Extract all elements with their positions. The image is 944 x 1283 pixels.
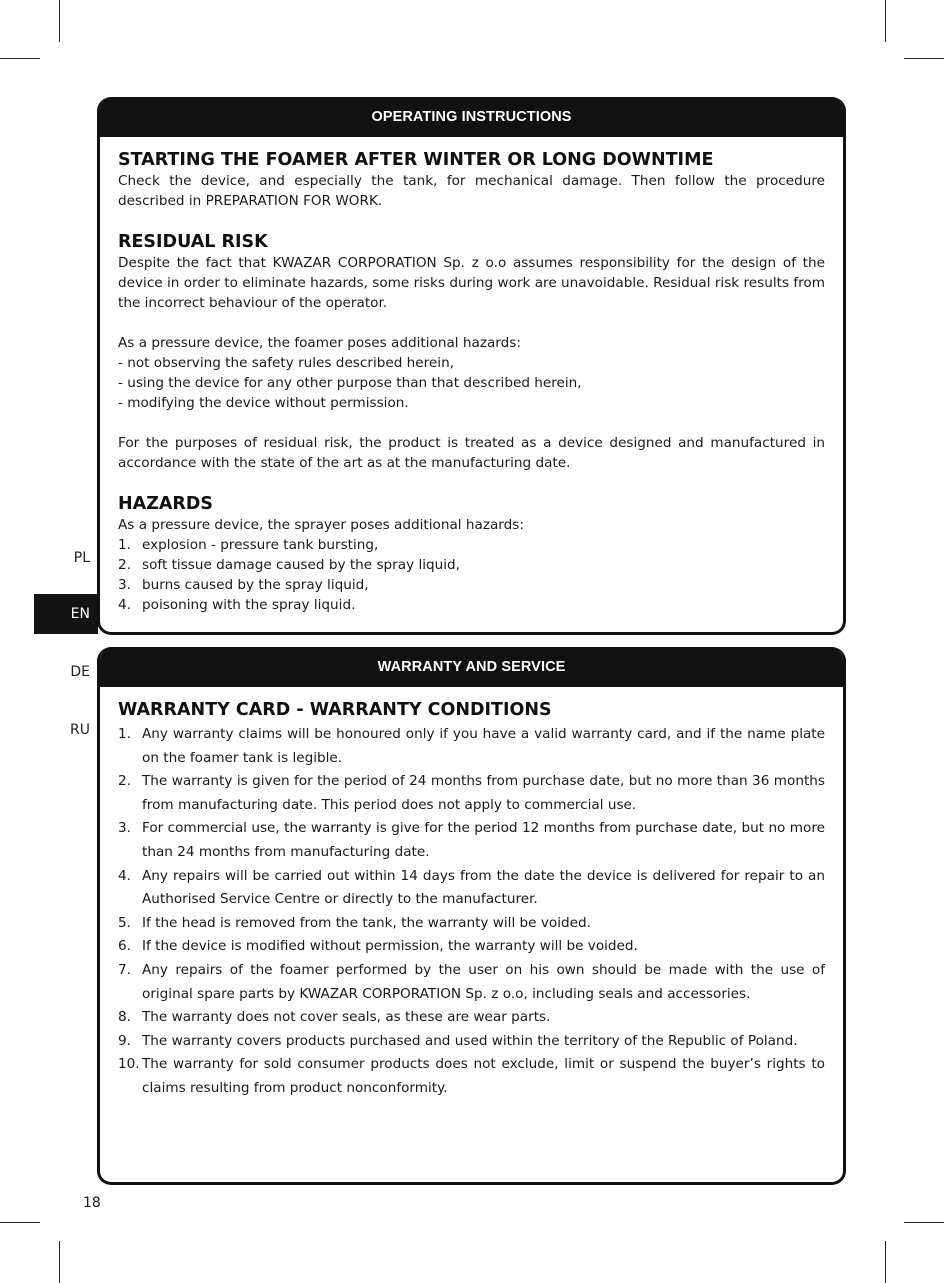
list-item: 10. The warranty for sold consumer products does not exclude, limit or suspend the buyer’s rights to claims resulting from product nonconformity. — [118, 1056, 825, 1096]
hazards-heading: HAZARDS — [118, 494, 214, 514]
pressure-intro: As a pressure device, the foamer poses additional hazards: — [118, 335, 521, 351]
residual-risk-text: Despite the fact that KWAZAR CORPORATION Sp. z o.o assumes responsibility for the design of the device in order to eliminate hazards, some risks during work are unavoidable. Residual risk results from the incorrect behaviour of the operator. — [118, 255, 825, 311]
list-item: 8. The warranty does not cover seals, as these are wear parts. — [118, 1009, 551, 1026]
crop-mark — [59, 0, 60, 42]
tab-en[interactable]: EN — [34, 594, 98, 634]
list-item: 5. If the head is removed from the tank, the warranty will be voided. — [118, 914, 591, 931]
residual-risk-heading: RESIDUAL RISK — [118, 232, 268, 252]
list-item: 1. Any warranty claims will be honoured only if you have a valid warranty card, and if the name plate on the foamer tank is legible. — [118, 726, 825, 766]
list-item: 4. Any repairs will be carried out within 14 days from the date the device is delivered for repair to an Authorised Service Centre or directly to the manufacturer. — [118, 867, 825, 908]
list-item: 1. explosion - pressure tank bursting, — [118, 537, 379, 553]
starting-heading: STARTING THE FOAMER AFTER WINTER OR LONG DOWNTIME — [118, 150, 714, 170]
warranty-header: WARRANTY AND SERVICE — [100, 647, 843, 687]
crop-mark — [904, 58, 944, 59]
warranty-heading: WARRANTY CARD - WARRANTY CONDITIONS — [118, 700, 552, 720]
crop-mark — [0, 1222, 40, 1223]
pressure-item: - not observing the safety rules described herein, — [118, 355, 455, 371]
crop-mark — [0, 58, 40, 59]
warranty-panel — [97, 647, 846, 1185]
hazards-intro: As a pressure device, the sprayer poses additional hazards: — [118, 517, 524, 533]
purposes-text: For the purposes of residual risk, the product is treated as a device designed and manufactured in accordance with the state of the art as at the manufacturing date. — [118, 435, 825, 471]
pressure-item: - modifying the device without permission. — [118, 395, 409, 411]
list-item: 4. poisoning with the spray liquid. — [118, 597, 356, 613]
operating-instructions-body — [100, 137, 843, 615]
operating-instructions-panel — [97, 97, 846, 635]
tab-ru[interactable]: RU — [70, 722, 90, 738]
list-item: 7. Any repairs of the foamer performed by the user on his own should be made with the use of original spare parts by KWAZAR CORPORATION Sp. z o.o, including seals and accessories. — [118, 961, 825, 1002]
page-number: 18 — [83, 1195, 101, 1211]
warranty-list — [118, 723, 825, 1101]
list-item: 3. For commercial use, the warranty is give for the period 12 months from purchase date, but no more than 24 months from manufacturing date. — [118, 820, 825, 860]
list-item: 2. The warranty is given for the period of 24 months from purchase date, but no more than 36 months from manufacturing date. This period does not apply to commercial use. — [118, 773, 825, 813]
list-item: 9. The warranty covers products purchased and used within the territory of the Republic of Poland. — [118, 1032, 798, 1049]
crop-mark — [885, 1241, 886, 1283]
list-item: 2. soft tissue damage caused by the spray liquid, — [118, 557, 460, 573]
warranty-body — [100, 687, 843, 1101]
starting-text: Check the device, and especially the tank, for mechanical damage. Then follow the procedure described in PREPARATION FOR WORK. — [118, 173, 825, 209]
list-item: 6. If the device is modified without permission, the warranty will be voided. — [118, 938, 638, 955]
list-item: 3. burns caused by the spray liquid, — [118, 577, 369, 593]
operating-instructions-header: OPERATING INSTRUCTIONS — [100, 97, 843, 137]
tab-de[interactable]: DE — [70, 664, 90, 680]
tab-pl[interactable]: PL — [73, 550, 90, 566]
pressure-item: - using the device for any other purpose than that described herein, — [118, 375, 582, 391]
crop-mark — [904, 1222, 944, 1223]
crop-mark — [59, 1241, 60, 1283]
hazards-list — [118, 535, 825, 615]
crop-mark — [885, 0, 886, 42]
